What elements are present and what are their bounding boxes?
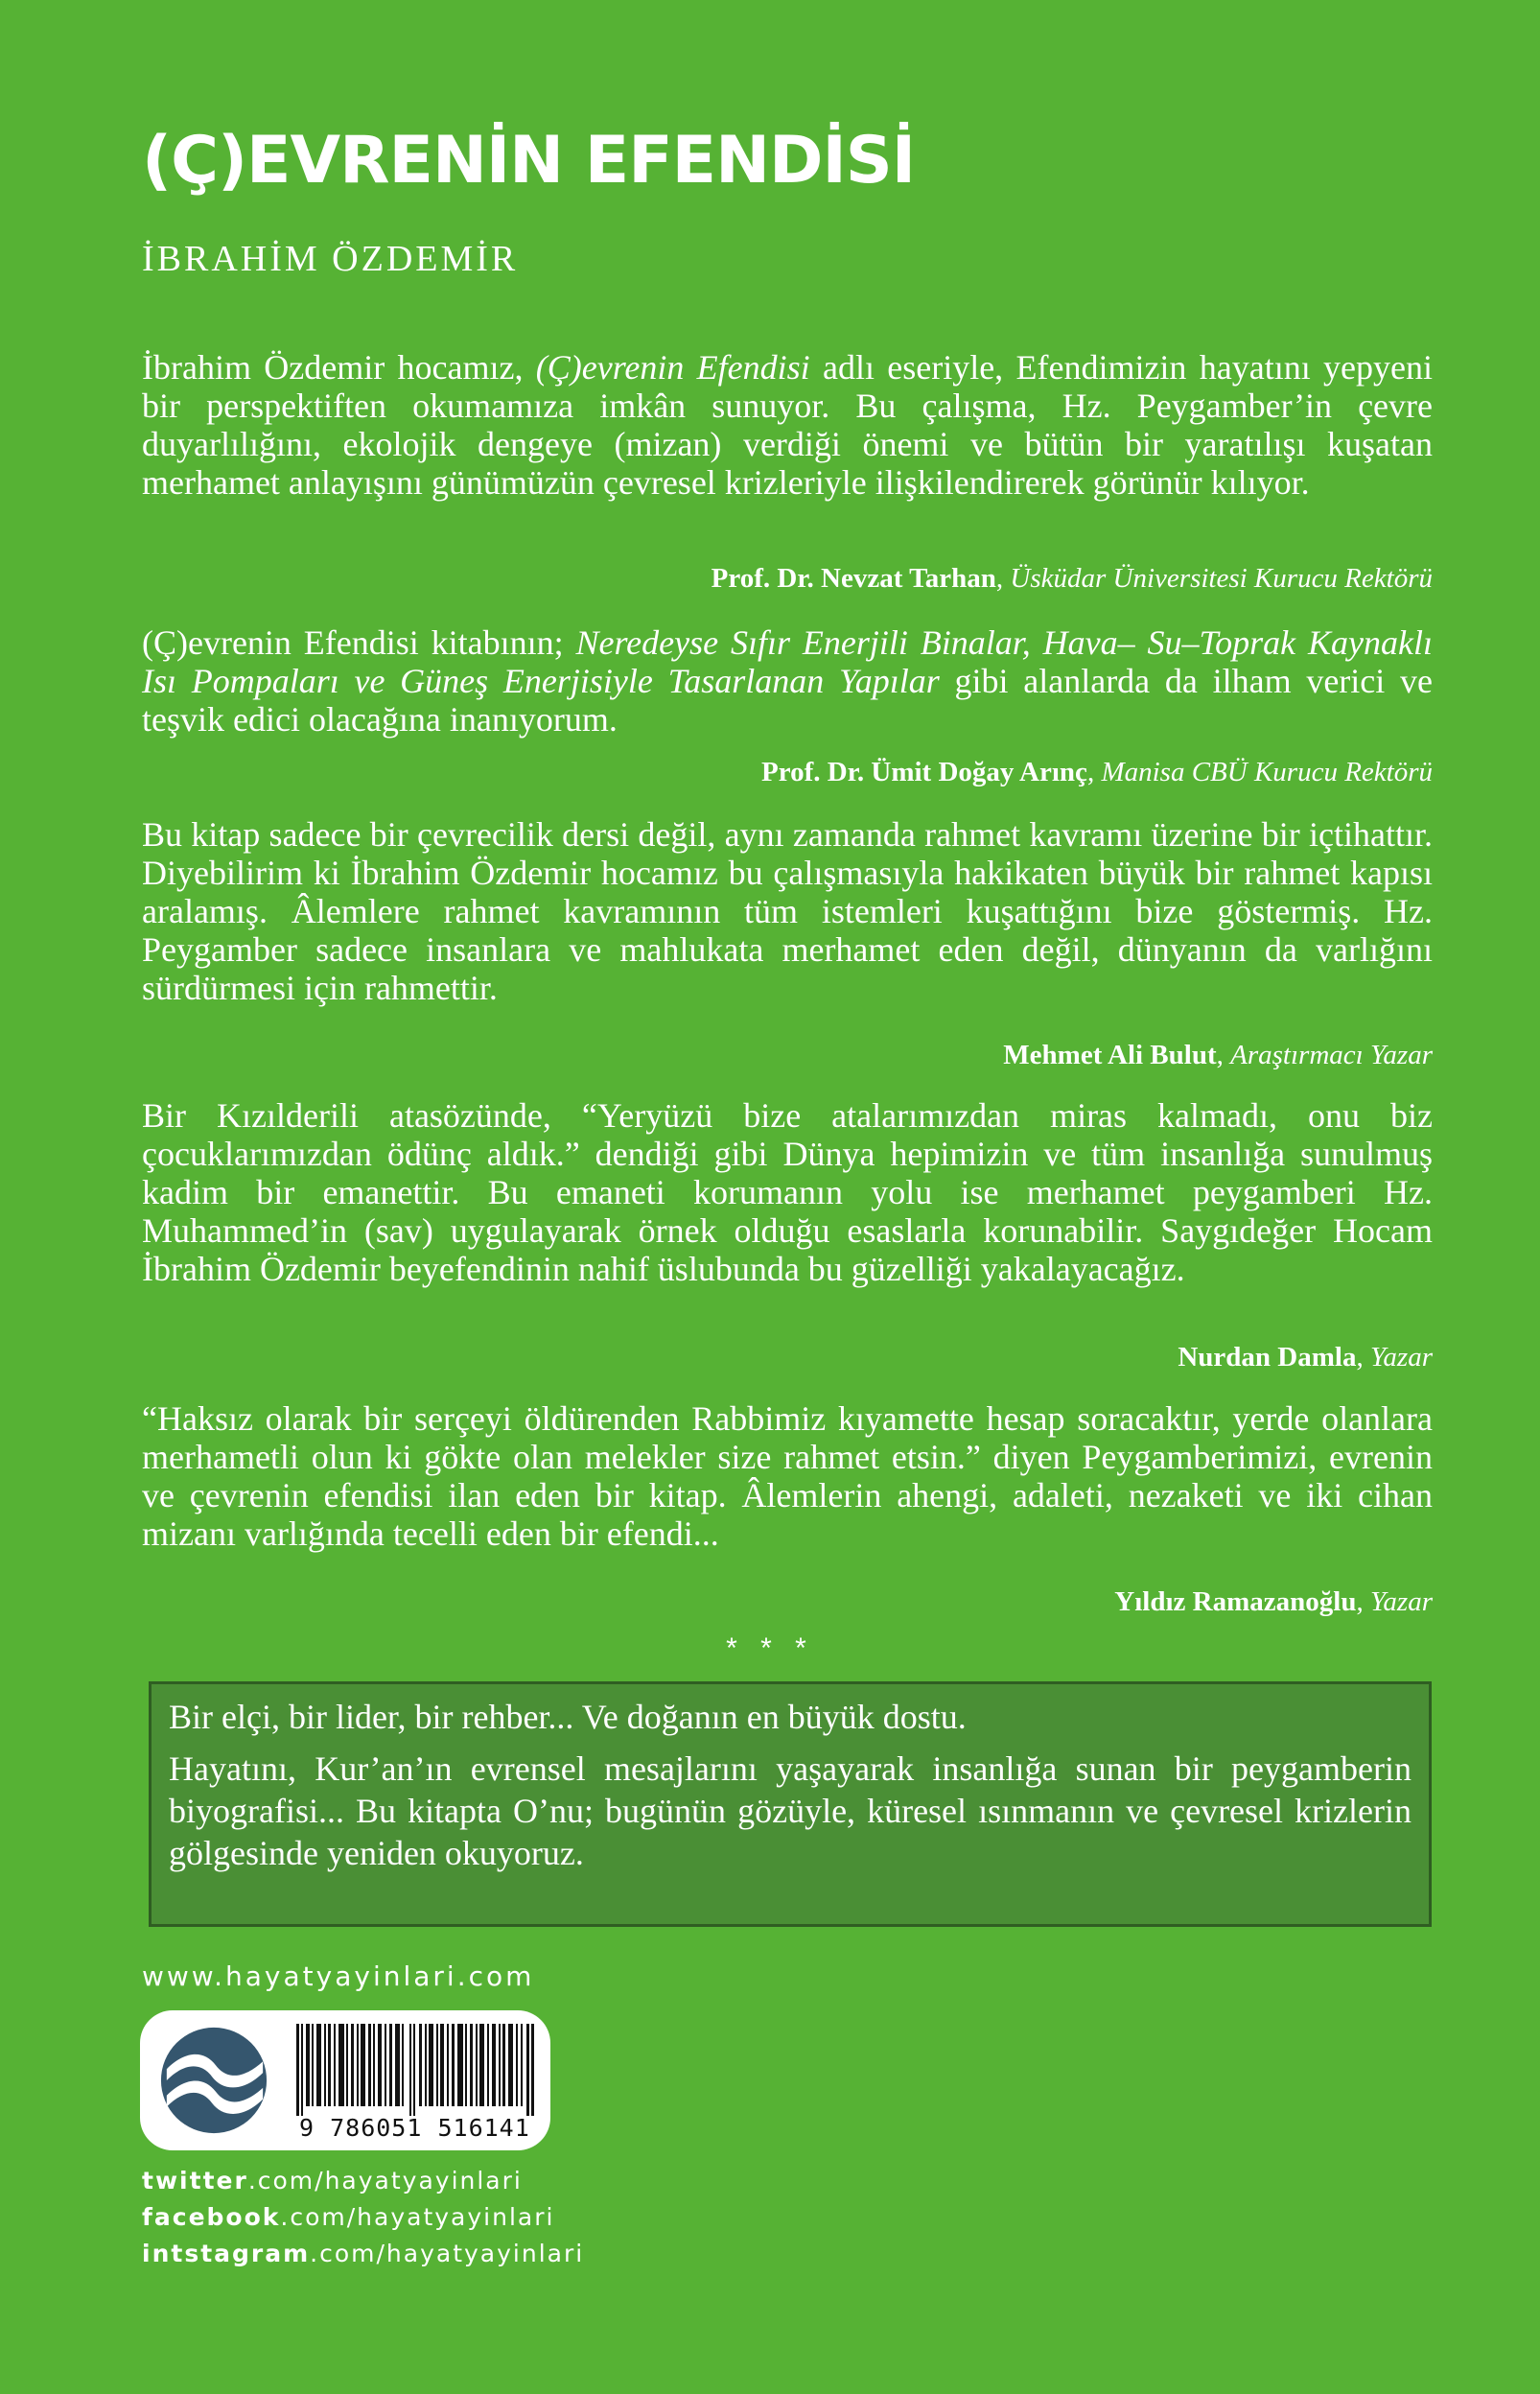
section-separator: * * *: [726, 1632, 814, 1664]
blurb-3-credit: Mehmet Ali Bulut, Araştırmacı Yazar: [1003, 1040, 1433, 1070]
blurb-5-text: “Haksız olarak bir serçeyi öldürenden Rabbimiz kıyamette hesap soracaktır, yerde olanlara merhametli olun ki gökte olan melekler size rahmet etsin.” diyen Peygamberimizi, evrenin ve çevrenin efendisi ilan eden bir kitap. Âlemlerin ahengi, adaleti, nezaketi ve iki cihan mizanı varlığında tecelli eden bir efendi...: [142, 1399, 1433, 1553]
blurb-2-text: (Ç)evrenin Efendisi kitabının; Neredeyse Sıfır Enerjili Binalar, Hava– Su–Toprak Kaynaklı Isı Pompaları ve Güneş Enerjisiyle Tasarlanan Yapılar gibi alanlarda da ilham verici ve teşvik edici olacağına inanıyorum.: [142, 623, 1433, 739]
blurb-1-text: İbrahim Özdemir hocamız, (Ç)evrenin Efendisi adlı eseriyle, Efendimizin hayatını yepyeni bir perspektiften okumamıza imkân sunuyor. Bu çalışma, Hz. Peygamber’in çevre duyarlılığını, ekolojik dengeye (mizan) verdiği önemi ve bütün bir yaratılışı kuşatan merhamet anlayışını günümüzün çevresel krizleriyle ilişkilendirerek görünür kılıyor.: [142, 348, 1433, 502]
blurb-4-credit: Nurdan Damla, Yazar: [1178, 1342, 1433, 1373]
summary-lead: Bir elçi, bir lider, bir rehber... Ve doğanın en büyük dostu.: [169, 1698, 967, 1736]
website-url[interactable]: www.hayatyayinlari.com: [142, 1960, 535, 1992]
blurb-2-credit: Prof. Dr. Ümit Doğay Arınç, Manisa CBÜ Kurucu Rektörü: [761, 757, 1433, 787]
blurb-5-credit: Yıldız Ramazanoğlu, Yazar: [1114, 1586, 1433, 1617]
publisher-logo-icon: [157, 2024, 270, 2137]
isbn-barcode: [296, 2024, 534, 2116]
blurb-4-text: Bir Kızılderili atasözünde, “Yeryüzü bize atalarımızdan miras kalmadı, onu biz çocuklarımızdan ödünç aldık.” dendiği gibi Dünya hepimizin ve tüm insanlığa sunulmuş kadim bir emanettir. Bu emaneti korumanın yolu ise merhamet peygamberi Hz. Muhammed’in (sav) uygulayarak örnek olduğu esaslarla korunabilir. Saygıdeğer Hocam İbrahim Özdemir beyefendinin nahif üslubunda bu güzelliği yakalayacağız.: [142, 1096, 1433, 1288]
barcode-panel: [140, 2010, 550, 2150]
book-title: (Ç)EVRENİN EFENDİSİ: [142, 123, 916, 199]
blurb-3-text: Bu kitap sadece bir çevrecilik dersi değil, aynı zamanda rahmet kavramı üzerine bir içtihattır. Diyebilirim ki İbrahim Özdemir hocamız bu çalışmasıyla hakikaten büyük bir rahmet kapısı aralamış. Âlemlere rahmet kavramının tüm istemleri kuşattığını bize göstermiş. Hz. Peygamber sadece insanlara ve mahlukata merhamet eden değil, dünyanın da varlığını sürdürmesi için rahmettir.: [142, 815, 1433, 1007]
isbn-number: 9 786051 516141: [299, 2114, 530, 2142]
social-instagram-link[interactable]: intstagram.com/hayatyayinlari: [142, 2240, 585, 2267]
summary-body: Hayatını, Kur’an’ın evrensel mesajlarını yaşayarak insanlığa sunan bir peygamberin biyografisi... Bu kitapta O’nu; bugünün gözüyle, küresel ısınmanın ve çevresel krizlerin gölgesinde yeniden okuyoruz.: [169, 1749, 1412, 1872]
social-facebook-link[interactable]: facebook.com/hayatyayinlari: [142, 2203, 555, 2231]
social-twitter-link[interactable]: twitter.com/hayatyayinlari: [142, 2167, 523, 2194]
blurb-1-credit: Prof. Dr. Nevzat Tarhan, Üsküdar Üniversitesi Kurucu Rektörü: [711, 563, 1433, 594]
book-author: İBRAHİM ÖZDEMİR: [142, 239, 519, 279]
summary-box: [149, 1681, 1432, 1927]
